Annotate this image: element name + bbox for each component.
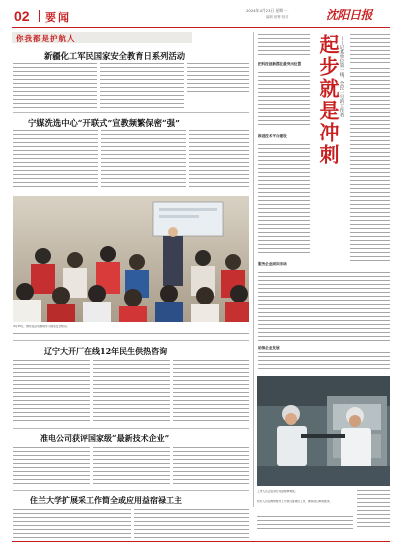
- section-name: 要闻: [45, 11, 71, 24]
- article-2-headline: 宁媒洗选中心“开联式”宣教频繁保密“强”: [28, 118, 180, 128]
- section-divider: [39, 10, 40, 22]
- feature-subhead-1: 把科技创新摆在最突出位置: [258, 62, 302, 66]
- feature-headline: 起步就是冲刺: [316, 34, 340, 166]
- article-5-body-col2: [134, 509, 249, 539]
- article-2-body-col3: [189, 130, 249, 190]
- article-3-headline: 辽宁大开厂在线12年民生供热咨询: [44, 346, 168, 356]
- article-1-body-left: [13, 63, 97, 109]
- page-number: 02: [14, 8, 30, 24]
- article-1-body-mid: [100, 63, 184, 109]
- series-title: 你我都是护航人: [16, 34, 76, 43]
- feature-text-right-2: [350, 68, 390, 264]
- workers-photo-caption: 工作人员正在进行设备检修调试。: [257, 490, 298, 493]
- article-4-body-col1: [13, 447, 90, 487]
- workers-caption-extra: [257, 516, 353, 532]
- article-2-body-col1: [13, 130, 98, 190]
- feature-headline-band: [312, 34, 348, 174]
- article-2-body-col2: [101, 130, 186, 190]
- series-banner: [12, 32, 192, 43]
- feature-subhead-4: 助推企业发展: [258, 346, 280, 350]
- article-3-body-col2: [93, 360, 170, 424]
- feature-subhead-3: 服务企业面向市场: [258, 262, 287, 266]
- article-4-body-col3: [173, 447, 249, 487]
- column-rule: [253, 32, 254, 507]
- feature-subhead-2: 推进技术平台建设: [258, 134, 287, 138]
- feature-text-right-1: [350, 34, 390, 64]
- lower-divider-2: [13, 428, 249, 429]
- feature-kicker: ——记某单位第一线、全民一号的工作者: [339, 36, 344, 117]
- newspaper-logo: 沈阳日报: [326, 8, 373, 22]
- side-note-text: [357, 490, 390, 530]
- photo-caption-top: 4月15日，群众在活动现场学习国家安全知识。: [13, 325, 70, 328]
- masthead: [0, 0, 402, 32]
- date-line: 2024年4月23日 星期一: [246, 8, 287, 13]
- feature-text-1: [258, 72, 310, 128]
- feature-text-3: [258, 272, 390, 342]
- article-1-body-right: [187, 63, 249, 93]
- article-5-body-col1: [13, 509, 131, 539]
- article-3-body-col3: [173, 360, 249, 424]
- article-4-headline: 准电公司获评国家级“最新技术企业”: [40, 433, 170, 443]
- article-3-body-col1: [13, 360, 90, 424]
- classroom-photo-image: [13, 196, 249, 322]
- lower-divider: [13, 340, 249, 341]
- side-note: 技术人员在维修组件上开展设备调试工作，确保项目顺利推进。: [257, 500, 333, 503]
- feature-text-4: [258, 352, 390, 372]
- article-5-headline: 住兰大学扩展采工作简全或应用益宿禄工主: [30, 495, 182, 505]
- workers-photo-image: [257, 376, 390, 486]
- article-4-body-col2: [93, 447, 170, 487]
- editor-line: 编辑 统筹 校对: [266, 15, 289, 19]
- feature-top-text: [258, 34, 310, 58]
- workers-photo: [257, 376, 390, 486]
- masthead-rule: [12, 27, 390, 28]
- article-1-headline: 新疆化工军民国家安全教育日系列活动: [44, 51, 186, 61]
- lower-divider-3: [13, 490, 249, 491]
- article-divider: [13, 112, 249, 113]
- photo-caption-extra: [13, 333, 249, 337]
- footer-rule: [12, 541, 390, 542]
- classroom-photo: [13, 196, 249, 322]
- feature-text-2: [258, 144, 310, 256]
